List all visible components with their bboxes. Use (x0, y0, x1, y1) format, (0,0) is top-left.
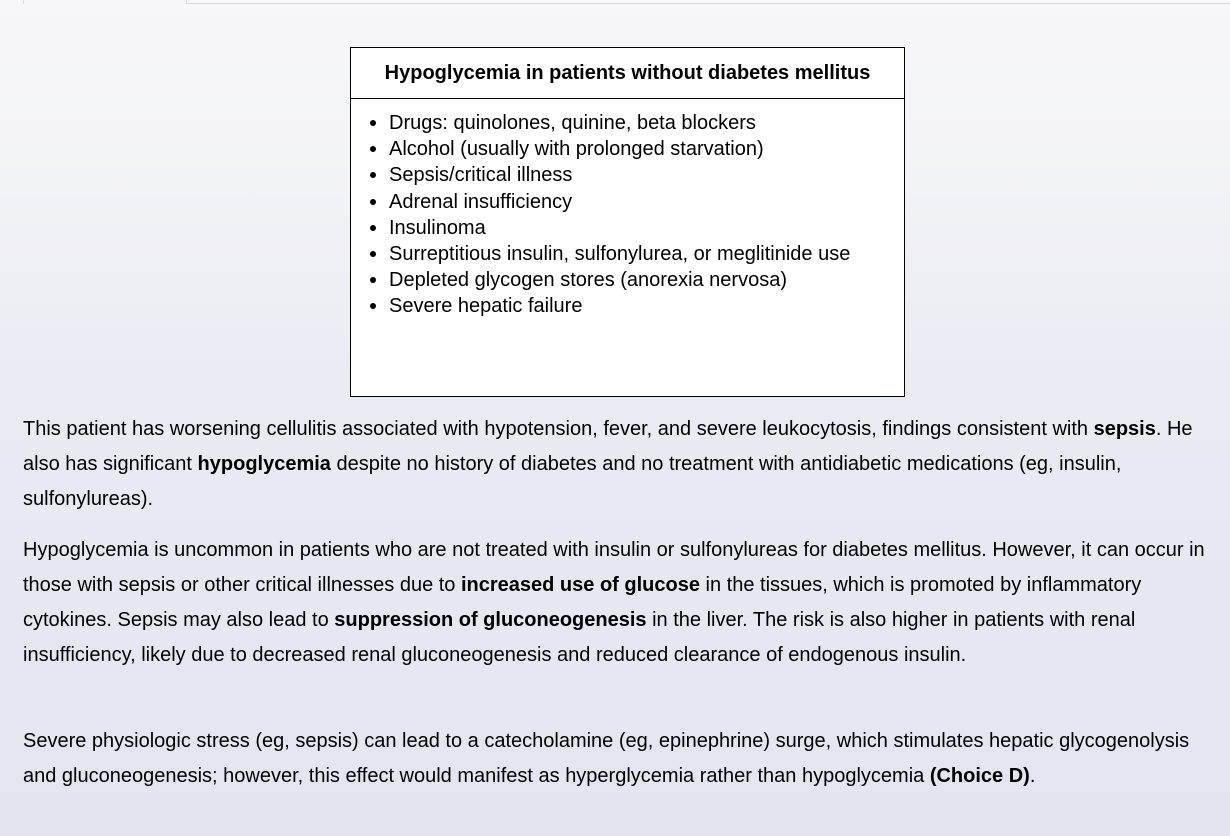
text-span: This patient has worsening cellulitis associated with hypotension, fever, and severe leukocytosis, findings consistent with (23, 418, 1094, 440)
bold-term: suppression of gluconeogenesis (334, 609, 647, 631)
list-item: Depleted glycogen stores (anorexia nervosa) (351, 263, 904, 298)
text-span: in the liver. The risk is also higher in patients with renal insufficiency, likely due to decreased renal gluconeogenesis and reduced clearance of endogenous insulin. (23, 609, 1136, 666)
explanation-paragraph-3 (23, 724, 1223, 794)
list-item: Insulinoma (351, 211, 904, 246)
hypoglycemia-causes-table (350, 47, 905, 397)
list-item: Alcohol (usually with prolonged starvation) (351, 132, 904, 167)
list-item: Adrenal insufficiency (351, 185, 904, 220)
bold-term: hypoglycemia (197, 453, 331, 475)
explanation-paragraph-2 (23, 533, 1223, 673)
tab-strip (23, 0, 1230, 4)
text-span: . He also has significant (23, 418, 1193, 475)
table-header: Hypoglycemia in patients without diabetes mellitus (351, 48, 904, 99)
list-item: Sepsis/critical illness (351, 158, 904, 193)
causes-list (351, 106, 904, 325)
text-span: in the tissues, which is promoted by inflammatory cytokines. Sepsis may also lead to (23, 574, 1142, 631)
list-item: Severe hepatic failure (351, 289, 904, 324)
text-span: Severe physiologic stress (eg, sepsis) can lead to a catecholamine (eg, epinephrine) surge, which stimulates hepatic glycogenolysis and gluconeogenesis; however, this effect would manifest as hyperglycemia rather than hypoglycemia (23, 730, 1190, 787)
explanation-paragraph-1 (23, 412, 1223, 517)
choice-reference: (Choice D) (929, 765, 1030, 787)
text-span: despite no history of diabetes and no treatment with antidiabetic medications (eg, insulin, sulfonylureas). (23, 453, 1122, 510)
bold-term: increased use of glucose (460, 574, 700, 596)
text-span: . (1029, 765, 1036, 787)
list-item: Drugs: quinolones, quinine, beta blockers (351, 106, 904, 141)
text-span: Hypoglycemia is uncommon in patients who are not treated with insulin or sulfonylureas for diabetes mellitus. However, it can occur in those with sepsis or other critical illnesses due to (23, 539, 1205, 596)
active-tab[interactable] (23, 0, 187, 4)
list-item: Surreptitious insulin, sulfonylurea, or meglitinide use (351, 237, 904, 272)
bold-term: sepsis (1093, 418, 1156, 440)
